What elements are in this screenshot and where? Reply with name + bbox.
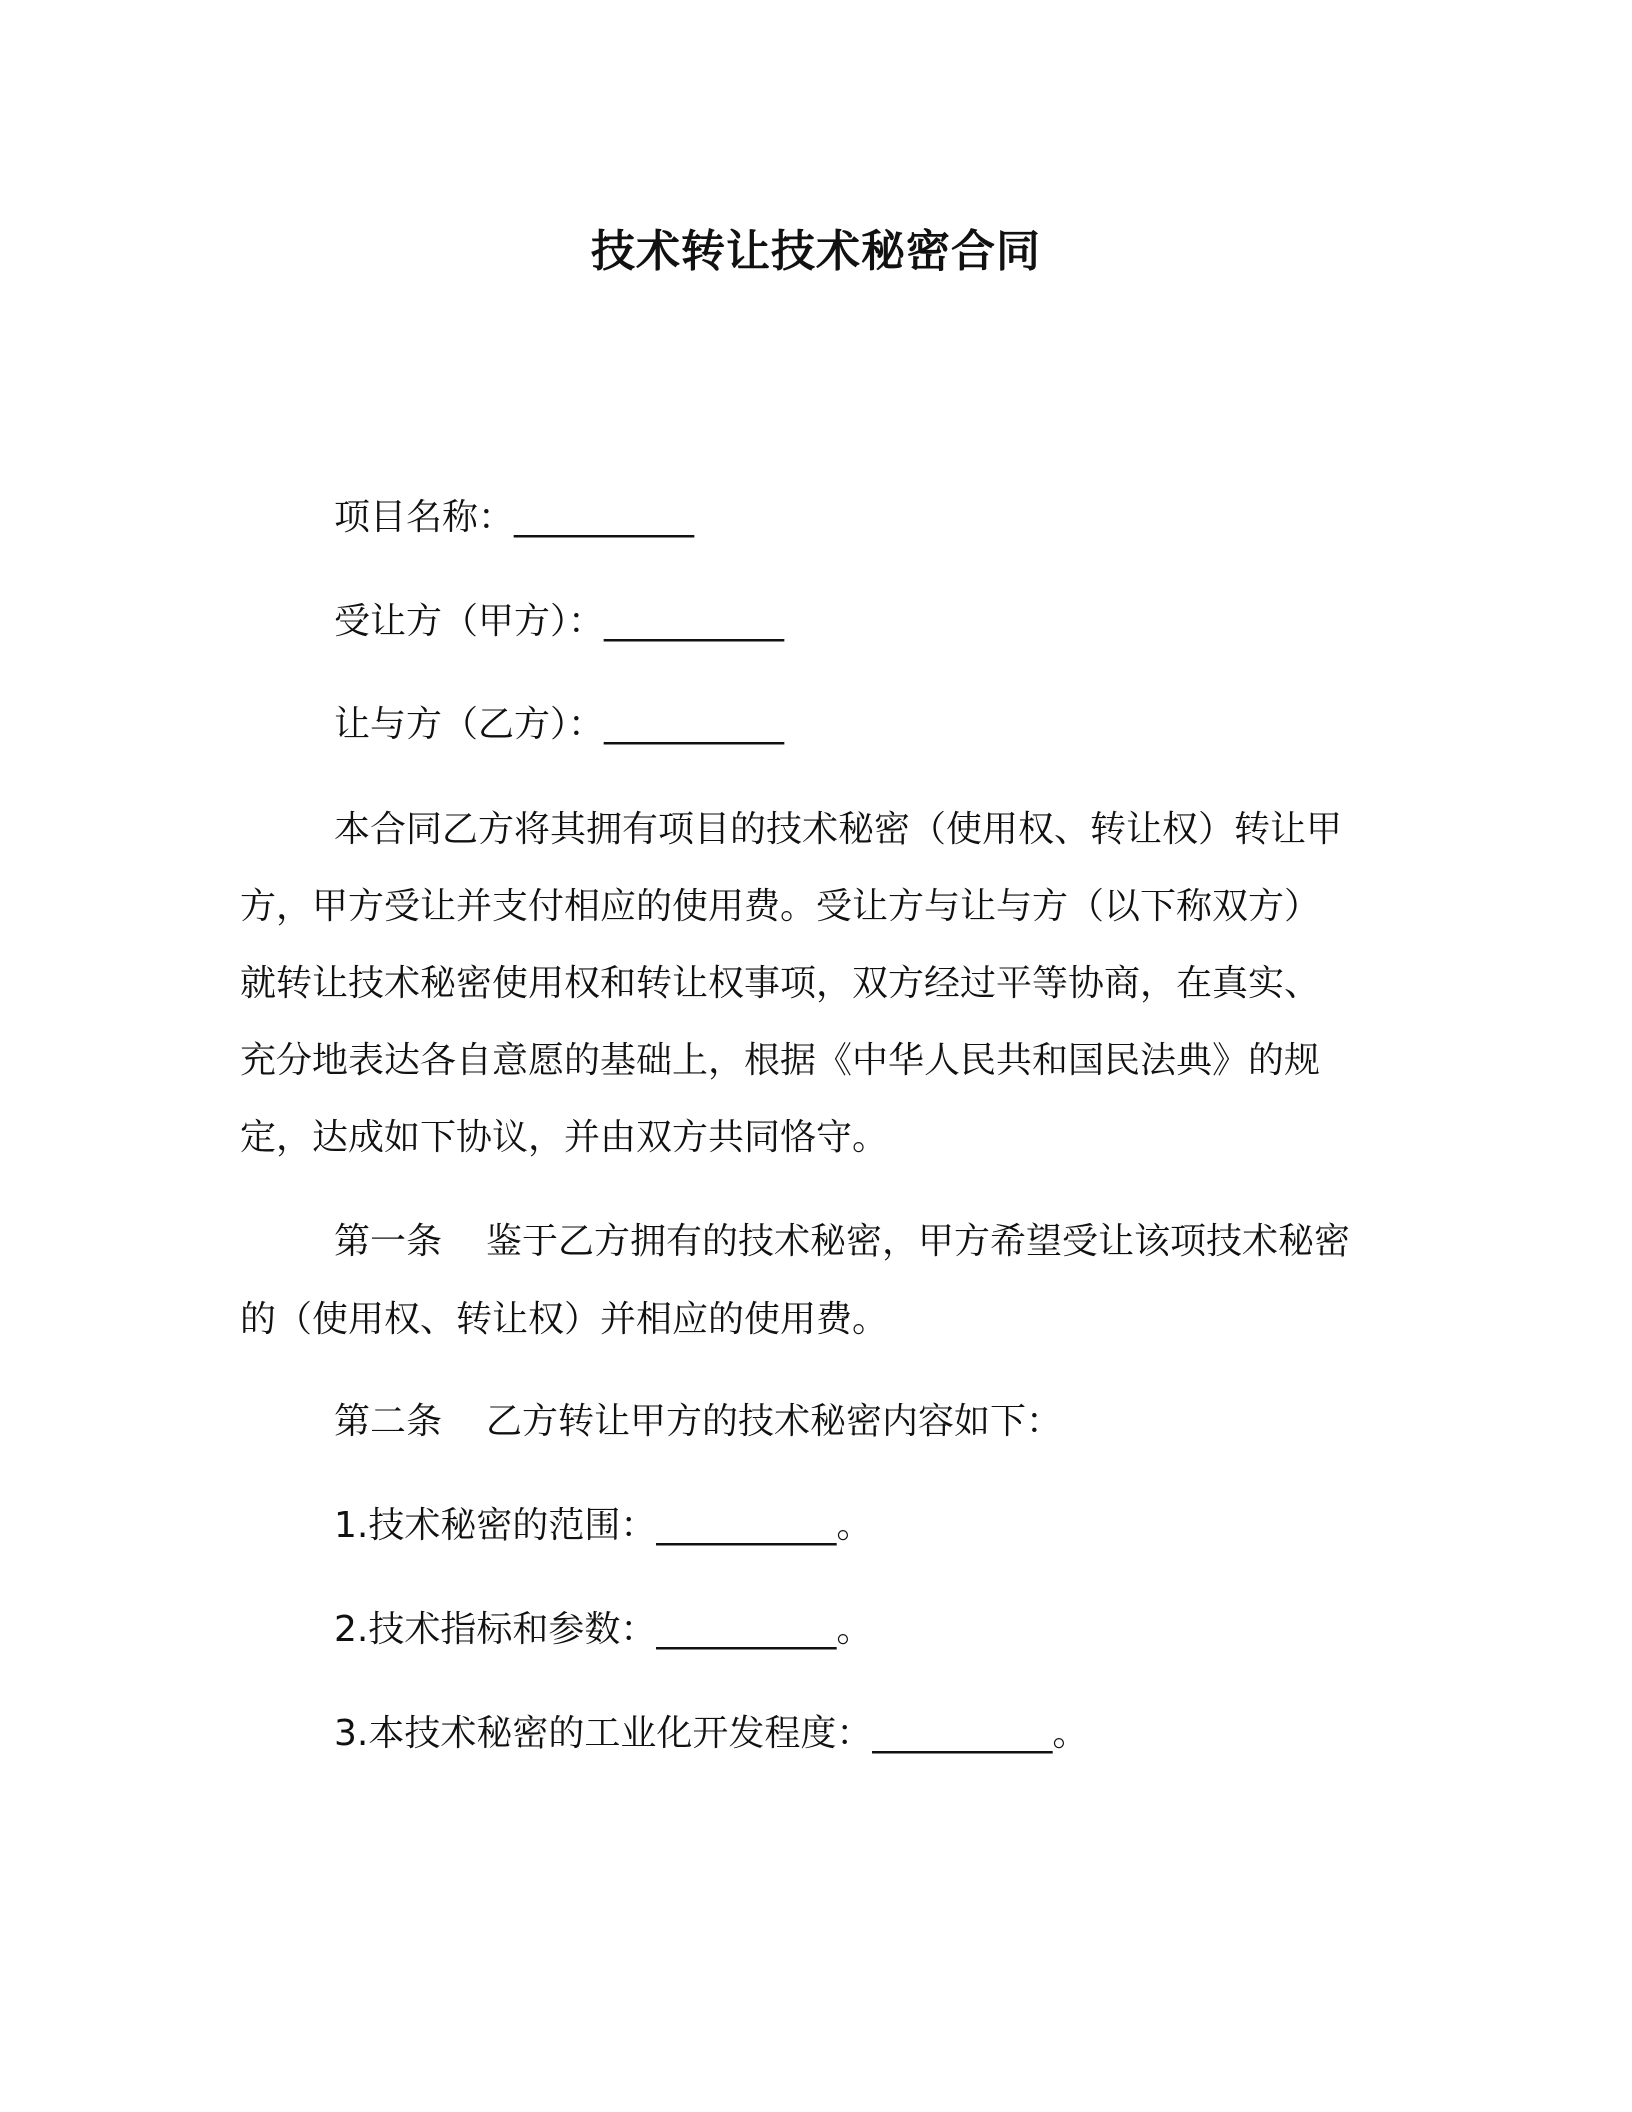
preamble-line: 方，甲方受让并支付相应的使用费。受让方与让与方（以下称双方） xyxy=(240,886,1321,927)
article-1-text: 鉴于乙方拥有的技术秘密，甲方希望受让该项技术秘密 xyxy=(486,1221,1351,1262)
item-label: 2.技术指标和参数： xyxy=(334,1609,657,1650)
preamble-line: 定，达成如下协议，并由双方共同恪守。 xyxy=(240,1117,889,1158)
field-party-b xyxy=(334,701,784,749)
field-project-name xyxy=(334,494,694,542)
preamble-line: 就转让技术秘密使用权和转让权事项，双方经过平等协商，在真实、 xyxy=(240,963,1321,1004)
article-1-line xyxy=(334,1218,1350,1266)
field-label: 项目名称： xyxy=(334,497,515,538)
article-2-item xyxy=(334,1502,872,1550)
document-title: 技术转让技术秘密合同 xyxy=(591,226,1041,277)
preamble-line: 本合同乙方将其拥有项目的技术秘密（使用权、转让权）转让甲 xyxy=(334,809,1343,850)
article-1-line: 的（使用权、转让权）并相应的使用费。 xyxy=(240,1299,889,1340)
fill-blank: __________ xyxy=(656,1609,837,1650)
article-2-text: 乙方转让甲方的技术秘密内容如下： xyxy=(486,1401,1063,1442)
article-1-heading: 第一条 xyxy=(334,1221,443,1262)
field-label: 受让方（甲方）： xyxy=(334,601,605,642)
fill-blank: __________ xyxy=(872,1713,1053,1754)
item-label: 1.技术秘密的范围： xyxy=(334,1505,657,1546)
fill-blank: __________ xyxy=(514,497,695,538)
article-2-item xyxy=(334,1606,872,1654)
article-2-line xyxy=(334,1398,1062,1446)
fill-blank: __________ xyxy=(656,1505,837,1546)
preamble-line: 充分地表达各自意愿的基础上，根据《中华人民共和国民法典》的规 xyxy=(240,1040,1321,1081)
item-label: 3.本技术秘密的工业化开发程度： xyxy=(334,1713,873,1754)
fill-blank: __________ xyxy=(604,704,785,745)
field-label: 让与方（乙方）： xyxy=(334,704,605,745)
article-2-item xyxy=(334,1710,1088,1758)
field-party-a xyxy=(334,598,784,646)
item-end: 。 xyxy=(1052,1713,1089,1754)
item-end: 。 xyxy=(836,1609,873,1650)
article-2-heading: 第二条 xyxy=(334,1401,443,1442)
fill-blank: __________ xyxy=(604,601,785,642)
item-end: 。 xyxy=(836,1505,873,1546)
